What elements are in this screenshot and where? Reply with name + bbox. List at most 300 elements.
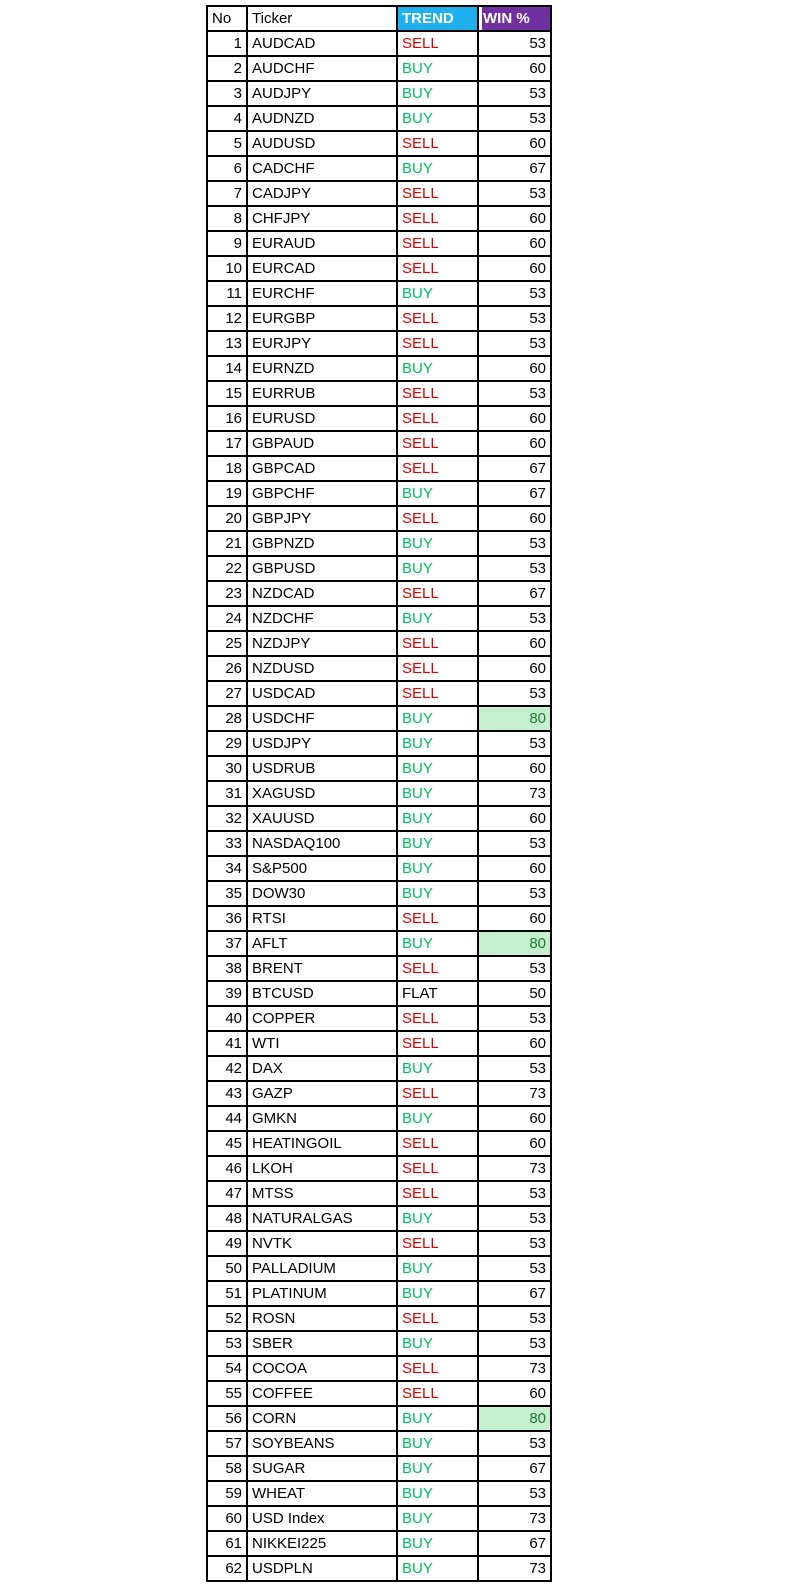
row-number-cell[interactable]: 56: [207, 1406, 247, 1431]
table-row: [207, 481, 551, 506]
trend-cell[interactable]: SELL: [397, 656, 478, 681]
win-percent-cell[interactable]: 53: [478, 1056, 551, 1081]
trend-cell[interactable]: BUY: [397, 1331, 478, 1356]
ticker-cell[interactable]: EURCHF: [247, 281, 397, 306]
trend-cell[interactable]: SELL: [397, 1306, 478, 1331]
win-percent-cell[interactable]: 60: [478, 356, 551, 381]
table-row: [207, 156, 551, 181]
win-percent-cell[interactable]: 53: [478, 81, 551, 106]
column-header-no[interactable]: No: [207, 6, 247, 31]
ticker-cell[interactable]: NVTK: [247, 1231, 397, 1256]
table-row: [207, 331, 551, 356]
trend-cell[interactable]: SELL: [397, 206, 478, 231]
table-row: [207, 1206, 551, 1231]
table-row: [207, 831, 551, 856]
table-row: [207, 956, 551, 981]
win-percent-cell[interactable]: 60: [478, 806, 551, 831]
trend-cell[interactable]: SELL: [397, 1181, 478, 1206]
win-percent-cell[interactable]: 60: [478, 756, 551, 781]
ticker-cell[interactable]: GMKN: [247, 1106, 397, 1131]
table-row: [207, 731, 551, 756]
row-number-cell[interactable]: 41: [207, 1031, 247, 1056]
trend-cell[interactable]: BUY: [397, 781, 478, 806]
ticker-cell[interactable]: USD Index: [247, 1506, 397, 1531]
table-row: [207, 56, 551, 81]
ticker-cell[interactable]: NASDAQ100: [247, 831, 397, 856]
table-row: [207, 806, 551, 831]
table-row: [207, 1531, 551, 1556]
trend-cell[interactable]: BUY: [397, 1431, 478, 1456]
ticker-cell[interactable]: EURJPY: [247, 331, 397, 356]
table-row: [207, 1456, 551, 1481]
table-row: [207, 981, 551, 1006]
row-number-cell[interactable]: 26: [207, 656, 247, 681]
trend-cell[interactable]: BUY: [397, 106, 478, 131]
trend-cell[interactable]: SELL: [397, 1081, 478, 1106]
ticker-cell[interactable]: COCOA: [247, 1356, 397, 1381]
win-percent-cell[interactable]: 53: [478, 1006, 551, 1031]
win-percent-cell[interactable]: 53: [478, 31, 551, 56]
row-number-cell[interactable]: 40: [207, 1006, 247, 1031]
row-number-cell[interactable]: 4: [207, 106, 247, 131]
ticker-cell[interactable]: NZDCAD: [247, 581, 397, 606]
trend-cell[interactable]: SELL: [397, 581, 478, 606]
row-number-cell[interactable]: 3: [207, 81, 247, 106]
win-percent-cell[interactable]: 60: [478, 906, 551, 931]
row-number-cell[interactable]: 18: [207, 456, 247, 481]
win-percent-cell[interactable]: 53: [478, 1431, 551, 1456]
ticker-cell[interactable]: SUGAR: [247, 1456, 397, 1481]
trend-cell[interactable]: BUY: [397, 756, 478, 781]
trend-cell[interactable]: SELL: [397, 956, 478, 981]
ticker-cell[interactable]: S&P500: [247, 856, 397, 881]
trend-cell[interactable]: SELL: [397, 181, 478, 206]
win-percent-cell[interactable]: 73: [478, 1081, 551, 1106]
win-percent-cell[interactable]: 73: [478, 1556, 551, 1581]
ticker-cell[interactable]: NATURALGAS: [247, 1206, 397, 1231]
row-number-cell[interactable]: 44: [207, 1106, 247, 1131]
ticker-cell[interactable]: GBPCHF: [247, 481, 397, 506]
table-row: [207, 1131, 551, 1156]
row-number-cell[interactable]: 21: [207, 531, 247, 556]
trend-cell[interactable]: BUY: [397, 856, 478, 881]
win-percent-cell[interactable]: 67: [478, 481, 551, 506]
ticker-cell[interactable]: AUDJPY: [247, 81, 397, 106]
trend-cell[interactable]: SELL: [397, 406, 478, 431]
row-number-cell[interactable]: 20: [207, 506, 247, 531]
trend-cell[interactable]: BUY: [397, 881, 478, 906]
ticker-cell[interactable]: HEATINGOIL: [247, 1131, 397, 1156]
trend-cell[interactable]: BUY: [397, 1106, 478, 1131]
trend-cell[interactable]: BUY: [397, 1056, 478, 1081]
row-number-cell[interactable]: 37: [207, 931, 247, 956]
win-percent-cell[interactable]: 53: [478, 606, 551, 631]
ticker-cell[interactable]: USDPLN: [247, 1556, 397, 1581]
column-header-trend[interactable]: TREND: [397, 6, 478, 31]
ticker-cell[interactable]: COFFEE: [247, 1381, 397, 1406]
win-percent-cell[interactable]: 73: [478, 1356, 551, 1381]
row-number-cell[interactable]: 31: [207, 781, 247, 806]
trend-cell[interactable]: SELL: [397, 506, 478, 531]
trend-cell[interactable]: BUY: [397, 356, 478, 381]
table-row: [207, 406, 551, 431]
table-row: [207, 1356, 551, 1381]
trend-cell[interactable]: BUY: [397, 831, 478, 856]
trend-cell[interactable]: SELL: [397, 231, 478, 256]
row-number-cell[interactable]: 58: [207, 1456, 247, 1481]
ticker-cell[interactable]: AUDCAD: [247, 31, 397, 56]
trend-cell[interactable]: BUY: [397, 1281, 478, 1306]
ticker-cell[interactable]: AUDCHF: [247, 56, 397, 81]
win-percent-cell[interactable]: 67: [478, 156, 551, 181]
table-row: [207, 1106, 551, 1131]
table-row: [207, 1031, 551, 1056]
win-percent-cell[interactable]: 53: [478, 281, 551, 306]
trend-cell[interactable]: BUY: [397, 156, 478, 181]
ticker-cell[interactable]: LKOH: [247, 1156, 397, 1181]
ticker-cell[interactable]: SOYBEANS: [247, 1431, 397, 1456]
row-number-cell[interactable]: 14: [207, 356, 247, 381]
row-number-cell[interactable]: 5: [207, 131, 247, 156]
win-percent-cell-highlighted[interactable]: 80: [478, 931, 551, 956]
trend-cell[interactable]: BUY: [397, 556, 478, 581]
table-row: [207, 306, 551, 331]
win-percent-cell[interactable]: 60: [478, 231, 551, 256]
ticker-cell[interactable]: NZDJPY: [247, 631, 397, 656]
table-row: [207, 1231, 551, 1256]
win-percent-cell[interactable]: 53: [478, 1331, 551, 1356]
header-row: [207, 6, 551, 31]
win-percent-cell[interactable]: 53: [478, 731, 551, 756]
table-row: [207, 181, 551, 206]
ticker-cell[interactable]: XAUUSD: [247, 806, 397, 831]
row-number-cell[interactable]: 29: [207, 731, 247, 756]
row-number-cell[interactable]: 19: [207, 481, 247, 506]
ticker-cell[interactable]: USDJPY: [247, 731, 397, 756]
trend-cell[interactable]: SELL: [397, 1131, 478, 1156]
ticker-cell[interactable]: GBPAUD: [247, 431, 397, 456]
ticker-cell[interactable]: USDCHF: [247, 706, 397, 731]
win-percent-cell[interactable]: 60: [478, 1106, 551, 1131]
row-number-cell[interactable]: 35: [207, 881, 247, 906]
win-percent-cell-highlighted[interactable]: 80: [478, 1406, 551, 1431]
table-row: [207, 1556, 551, 1581]
row-number-cell[interactable]: 23: [207, 581, 247, 606]
table-row: [207, 606, 551, 631]
ticker-trend-table: [206, 5, 552, 1582]
win-percent-cell[interactable]: 53: [478, 531, 551, 556]
trend-cell[interactable]: BUY: [397, 281, 478, 306]
trend-cell[interactable]: SELL: [397, 306, 478, 331]
win-percent-cell[interactable]: 60: [478, 1381, 551, 1406]
row-number-cell[interactable]: 45: [207, 1131, 247, 1156]
ticker-cell[interactable]: EURGBP: [247, 306, 397, 331]
table-row: [207, 456, 551, 481]
row-number-cell[interactable]: 1: [207, 31, 247, 56]
row-number-cell[interactable]: 55: [207, 1381, 247, 1406]
win-percent-cell[interactable]: 60: [478, 206, 551, 231]
row-number-cell[interactable]: 48: [207, 1206, 247, 1231]
row-number-cell[interactable]: 59: [207, 1481, 247, 1506]
row-number-cell[interactable]: 9: [207, 231, 247, 256]
trend-cell[interactable]: SELL: [397, 331, 478, 356]
ticker-cell[interactable]: EURAUD: [247, 231, 397, 256]
row-number-cell[interactable]: 60: [207, 1506, 247, 1531]
trend-cell[interactable]: SELL: [397, 31, 478, 56]
win-percent-cell[interactable]: 60: [478, 856, 551, 881]
table-row: [207, 1306, 551, 1331]
win-percent-cell[interactable]: 60: [478, 431, 551, 456]
trend-cell[interactable]: BUY: [397, 806, 478, 831]
trend-cell[interactable]: SELL: [397, 456, 478, 481]
ticker-cell[interactable]: SBER: [247, 1331, 397, 1356]
ticker-cell[interactable]: EURNZD: [247, 356, 397, 381]
ticker-cell[interactable]: GBPCAD: [247, 456, 397, 481]
table-row: [207, 1331, 551, 1356]
row-number-cell[interactable]: 39: [207, 981, 247, 1006]
row-number-cell[interactable]: 17: [207, 431, 247, 456]
table-row: [207, 381, 551, 406]
trend-cell[interactable]: BUY: [397, 481, 478, 506]
table-row: [207, 356, 551, 381]
win-percent-cell[interactable]: 60: [478, 131, 551, 156]
table-row: [207, 1081, 551, 1106]
ticker-cell[interactable]: MTSS: [247, 1181, 397, 1206]
ticker-cell[interactable]: NZDUSD: [247, 656, 397, 681]
table-row: [207, 1056, 551, 1081]
row-number-cell[interactable]: 53: [207, 1331, 247, 1356]
table-row: [207, 1156, 551, 1181]
win-percent-cell[interactable]: 67: [478, 456, 551, 481]
win-percent-cell[interactable]: 60: [478, 631, 551, 656]
row-number-cell[interactable]: 11: [207, 281, 247, 306]
row-number-cell[interactable]: 43: [207, 1081, 247, 1106]
trend-cell[interactable]: SELL: [397, 256, 478, 281]
ticker-cell[interactable]: COPPER: [247, 1006, 397, 1031]
win-percent-cell[interactable]: 60: [478, 656, 551, 681]
ticker-cell[interactable]: DOW30: [247, 881, 397, 906]
win-percent-cell[interactable]: 60: [478, 1031, 551, 1056]
ticker-cell[interactable]: DAX: [247, 1056, 397, 1081]
row-number-cell[interactable]: 16: [207, 406, 247, 431]
trend-cell[interactable]: BUY: [397, 1256, 478, 1281]
ticker-cell[interactable]: WTI: [247, 1031, 397, 1056]
column-header-ticker[interactable]: Ticker: [247, 6, 397, 31]
trend-cell[interactable]: BUY: [397, 731, 478, 756]
win-percent-cell[interactable]: 60: [478, 56, 551, 81]
ticker-cell[interactable]: EURCAD: [247, 256, 397, 281]
win-percent-cell[interactable]: 73: [478, 781, 551, 806]
trend-cell[interactable]: SELL: [397, 1031, 478, 1056]
ticker-cell[interactable]: GBPNZD: [247, 531, 397, 556]
win-percent-cell[interactable]: 67: [478, 1456, 551, 1481]
trend-cell[interactable]: BUY: [397, 1506, 478, 1531]
table-row: [207, 706, 551, 731]
trend-cell[interactable]: BUY: [397, 56, 478, 81]
trend-cell[interactable]: BUY: [397, 1481, 478, 1506]
row-number-cell[interactable]: 6: [207, 156, 247, 181]
ticker-cell[interactable]: CADJPY: [247, 181, 397, 206]
win-percent-cell[interactable]: 53: [478, 306, 551, 331]
table-body: [207, 31, 551, 1581]
win-percent-cell-highlighted[interactable]: 80: [478, 706, 551, 731]
ticker-cell[interactable]: AFLT: [247, 931, 397, 956]
row-number-cell[interactable]: 38: [207, 956, 247, 981]
trend-cell[interactable]: BUY: [397, 531, 478, 556]
row-number-cell[interactable]: 22: [207, 556, 247, 581]
ticker-cell[interactable]: PLATINUM: [247, 1281, 397, 1306]
ticker-cell[interactable]: EURUSD: [247, 406, 397, 431]
win-percent-cell[interactable]: 53: [478, 1206, 551, 1231]
ticker-cell[interactable]: USDCAD: [247, 681, 397, 706]
row-number-cell[interactable]: 13: [207, 331, 247, 356]
table-row: [207, 656, 551, 681]
win-percent-cell[interactable]: 53: [478, 1256, 551, 1281]
row-number-cell[interactable]: 32: [207, 806, 247, 831]
row-number-cell[interactable]: 54: [207, 1356, 247, 1381]
table-row: [207, 1381, 551, 1406]
trend-cell[interactable]: SELL: [397, 1231, 478, 1256]
trend-cell[interactable]: BUY: [397, 706, 478, 731]
table-row: [207, 1256, 551, 1281]
ticker-cell[interactable]: AUDUSD: [247, 131, 397, 156]
ticker-cell[interactable]: GAZP: [247, 1081, 397, 1106]
ticker-cell[interactable]: USDRUB: [247, 756, 397, 781]
win-percent-cell[interactable]: 53: [478, 1181, 551, 1206]
row-number-cell[interactable]: 34: [207, 856, 247, 881]
table-row: [207, 1481, 551, 1506]
win-percent-cell[interactable]: 53: [478, 1231, 551, 1256]
trend-cell[interactable]: BUY: [397, 1531, 478, 1556]
trend-cell[interactable]: SELL: [397, 1006, 478, 1031]
win-percent-cell[interactable]: 60: [478, 1131, 551, 1156]
row-number-cell[interactable]: 36: [207, 906, 247, 931]
win-percent-cell[interactable]: 67: [478, 1281, 551, 1306]
table-row: [207, 1006, 551, 1031]
win-percent-cell[interactable]: 50: [478, 981, 551, 1006]
table-row: [207, 781, 551, 806]
ticker-cell[interactable]: CORN: [247, 1406, 397, 1431]
trend-cell[interactable]: BUY: [397, 81, 478, 106]
row-number-cell[interactable]: 12: [207, 306, 247, 331]
table-row: [207, 1406, 551, 1431]
win-percent-cell[interactable]: 73: [478, 1156, 551, 1181]
win-percent-cell[interactable]: 53: [478, 881, 551, 906]
trend-cell[interactable]: BUY: [397, 1406, 478, 1431]
trend-cell[interactable]: BUY: [397, 1556, 478, 1581]
row-number-cell[interactable]: 46: [207, 1156, 247, 1181]
table-row: [207, 81, 551, 106]
row-number-cell[interactable]: 28: [207, 706, 247, 731]
row-number-cell[interactable]: 24: [207, 606, 247, 631]
row-number-cell[interactable]: 10: [207, 256, 247, 281]
win-percent-cell[interactable]: 53: [478, 956, 551, 981]
ticker-cell[interactable]: EURRUB: [247, 381, 397, 406]
ticker-cell[interactable]: BRENT: [247, 956, 397, 981]
win-percent-cell[interactable]: 53: [478, 331, 551, 356]
ticker-cell[interactable]: GBPUSD: [247, 556, 397, 581]
ticker-cell[interactable]: XAGUSD: [247, 781, 397, 806]
column-header-win-percent[interactable]: WIN %: [478, 6, 551, 31]
table-row: [207, 906, 551, 931]
row-number-cell[interactable]: 61: [207, 1531, 247, 1556]
row-number-cell[interactable]: 62: [207, 1556, 247, 1581]
ticker-trend-table-container: [206, 5, 552, 1582]
row-number-cell[interactable]: 50: [207, 1256, 247, 1281]
trend-cell[interactable]: SELL: [397, 131, 478, 156]
trend-cell[interactable]: SELL: [397, 1356, 478, 1381]
ticker-cell[interactable]: CADCHF: [247, 156, 397, 181]
win-percent-cell[interactable]: 73: [478, 1506, 551, 1531]
row-number-cell[interactable]: 33: [207, 831, 247, 856]
ticker-cell[interactable]: RTSI: [247, 906, 397, 931]
ticker-cell[interactable]: BTCUSD: [247, 981, 397, 1006]
win-percent-cell[interactable]: 67: [478, 1531, 551, 1556]
ticker-cell[interactable]: ROSN: [247, 1306, 397, 1331]
trend-cell[interactable]: SELL: [397, 1156, 478, 1181]
win-percent-cell[interactable]: 67: [478, 581, 551, 606]
ticker-cell[interactable]: AUDNZD: [247, 106, 397, 131]
ticker-cell[interactable]: PALLADIUM: [247, 1256, 397, 1281]
win-percent-cell[interactable]: 53: [478, 1306, 551, 1331]
trend-cell[interactable]: SELL: [397, 381, 478, 406]
win-percent-cell[interactable]: 53: [478, 106, 551, 131]
trend-cell[interactable]: BUY: [397, 1206, 478, 1231]
trend-cell[interactable]: SELL: [397, 631, 478, 656]
win-percent-cell[interactable]: 60: [478, 506, 551, 531]
row-number-cell[interactable]: 30: [207, 756, 247, 781]
win-percent-cell[interactable]: 53: [478, 381, 551, 406]
trend-cell[interactable]: BUY: [397, 606, 478, 631]
row-number-cell[interactable]: 42: [207, 1056, 247, 1081]
trend-cell[interactable]: BUY: [397, 1456, 478, 1481]
win-percent-cell[interactable]: 53: [478, 831, 551, 856]
trend-cell[interactable]: SELL: [397, 906, 478, 931]
trend-cell[interactable]: BUY: [397, 931, 478, 956]
ticker-cell[interactable]: WHEAT: [247, 1481, 397, 1506]
win-percent-cell[interactable]: 53: [478, 181, 551, 206]
table-row: [207, 1281, 551, 1306]
win-percent-cell[interactable]: 60: [478, 256, 551, 281]
row-number-cell[interactable]: 7: [207, 181, 247, 206]
trend-cell[interactable]: SELL: [397, 431, 478, 456]
row-number-cell[interactable]: 25: [207, 631, 247, 656]
row-number-cell[interactable]: 57: [207, 1431, 247, 1456]
row-number-cell[interactable]: 27: [207, 681, 247, 706]
ticker-cell[interactable]: CHFJPY: [247, 206, 397, 231]
win-percent-cell[interactable]: 53: [478, 681, 551, 706]
row-number-cell[interactable]: 51: [207, 1281, 247, 1306]
table-row: [207, 281, 551, 306]
ticker-cell[interactable]: NZDCHF: [247, 606, 397, 631]
ticker-cell[interactable]: NIKKEI225: [247, 1531, 397, 1556]
table-row: [207, 506, 551, 531]
trend-cell[interactable]: SELL: [397, 681, 478, 706]
trend-cell[interactable]: SELL: [397, 1381, 478, 1406]
trend-cell[interactable]: FLAT: [397, 981, 478, 1006]
ticker-cell[interactable]: GBPJPY: [247, 506, 397, 531]
row-number-cell[interactable]: 47: [207, 1181, 247, 1206]
row-number-cell[interactable]: 52: [207, 1306, 247, 1331]
row-number-cell[interactable]: 15: [207, 381, 247, 406]
row-number-cell[interactable]: 49: [207, 1231, 247, 1256]
row-number-cell[interactable]: 2: [207, 56, 247, 81]
win-percent-cell[interactable]: 60: [478, 406, 551, 431]
table-row: [207, 106, 551, 131]
row-number-cell[interactable]: 8: [207, 206, 247, 231]
win-percent-cell[interactable]: 53: [478, 556, 551, 581]
win-percent-cell[interactable]: 53: [478, 1481, 551, 1506]
